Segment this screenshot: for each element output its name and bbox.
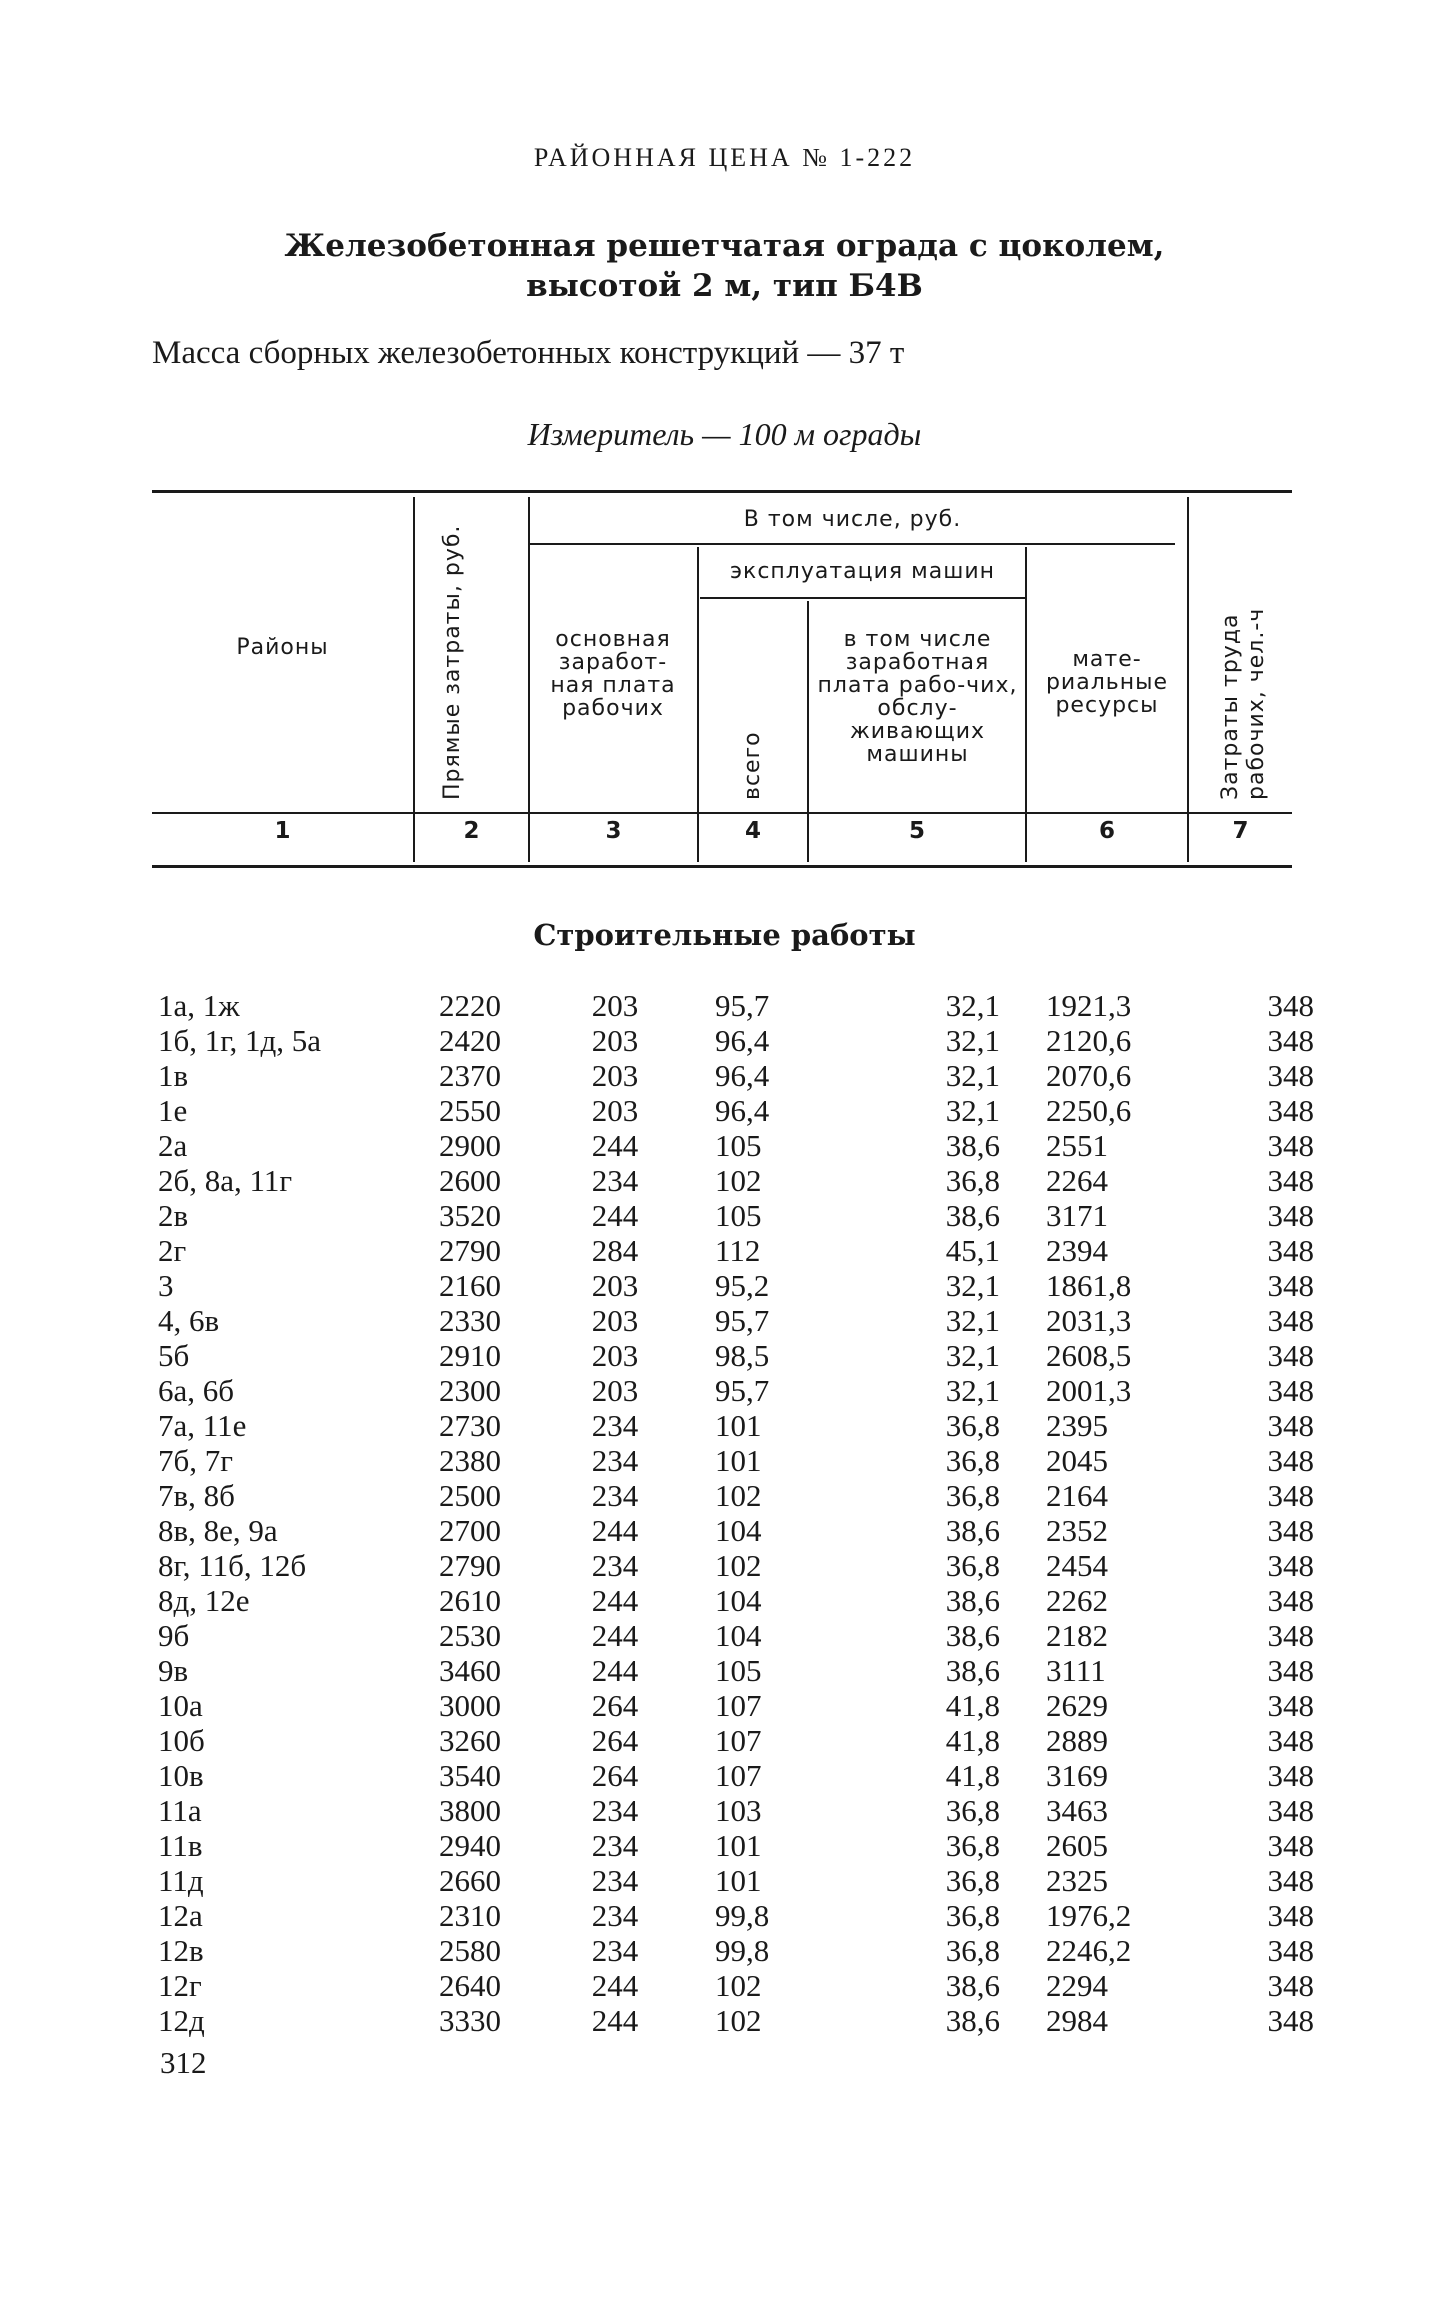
cell-base-wage: 203 <box>591 1058 639 1093</box>
column-number-4: 4 <box>744 818 761 844</box>
table-row <box>0 1443 1449 1478</box>
cell-labor: 348 <box>1267 1968 1314 2003</box>
cell-region: 10в <box>158 1758 204 1793</box>
cell-materials: 3111 <box>1046 1653 1106 1688</box>
cell-base-wage: 264 <box>591 1688 639 1723</box>
cell-machine-wage: 38,6 <box>945 1198 1000 1233</box>
cell-direct-costs: 2550 <box>439 1093 501 1128</box>
cell-base-wage: 244 <box>591 1583 639 1618</box>
header-total: всего <box>740 731 765 800</box>
column-number-3: 3 <box>605 818 622 844</box>
table-row <box>0 1338 1449 1373</box>
cell-base-wage: 234 <box>591 1443 639 1478</box>
cell-labor: 348 <box>1267 1443 1314 1478</box>
cell-machine-total: 95,7 <box>715 1303 770 1338</box>
cell-region: 11в <box>158 1828 203 1863</box>
table-body <box>0 988 1449 2038</box>
table-row <box>0 1093 1449 1128</box>
header-direct-costs: Прямые затраты, руб. <box>440 524 465 800</box>
cell-machine-wage: 36,8 <box>945 1443 1000 1478</box>
header-including: В том числе, руб. <box>743 507 962 532</box>
header-bottom-rule <box>152 812 1292 814</box>
section-title: Строительные работы <box>533 918 916 952</box>
cell-machine-wage: 32,1 <box>945 988 1000 1023</box>
cell-materials: 2070,6 <box>1046 1058 1132 1093</box>
cell-materials: 3463 <box>1046 1793 1108 1828</box>
cell-machine-wage: 41,8 <box>945 1758 1000 1793</box>
cell-region: 2а <box>158 1128 188 1163</box>
cell-materials: 2045 <box>1046 1443 1108 1478</box>
cell-region: 8г, 11б, 12б <box>158 1548 307 1583</box>
cell-materials: 2250,6 <box>1046 1093 1132 1128</box>
cell-direct-costs: 3260 <box>439 1723 501 1758</box>
cell-machine-total: 102 <box>715 1478 762 1513</box>
table-row <box>0 1618 1449 1653</box>
cell-direct-costs: 2900 <box>439 1128 501 1163</box>
column-number-5: 5 <box>908 818 925 844</box>
cell-base-wage: 284 <box>591 1233 639 1268</box>
table-row <box>0 2003 1449 2038</box>
cell-base-wage: 234 <box>591 1863 639 1898</box>
cell-region: 11а <box>158 1793 202 1828</box>
cell-machine-total: 104 <box>715 1583 762 1618</box>
cell-machine-wage: 32,1 <box>945 1338 1000 1373</box>
cell-labor: 348 <box>1267 1373 1314 1408</box>
column-number-1: 1 <box>274 818 291 844</box>
table-row <box>0 1128 1449 1163</box>
cell-labor: 348 <box>1267 1058 1314 1093</box>
cell-materials: 2001,3 <box>1046 1373 1132 1408</box>
cell-region: 3 <box>158 1268 174 1303</box>
cell-machine-total: 96,4 <box>715 1093 770 1128</box>
table-row <box>0 1268 1449 1303</box>
cell-machine-total: 103 <box>715 1793 762 1828</box>
cell-machine-wage: 36,8 <box>945 1863 1000 1898</box>
cell-labor: 348 <box>1267 1723 1314 1758</box>
cell-materials: 2031,3 <box>1046 1303 1132 1338</box>
cell-labor: 348 <box>1267 1548 1314 1583</box>
cell-labor: 348 <box>1267 1898 1314 1933</box>
cell-base-wage: 234 <box>591 1408 639 1443</box>
cell-materials: 2352 <box>1046 1513 1108 1548</box>
cell-region: 10б <box>158 1723 205 1758</box>
table-row <box>0 1828 1449 1863</box>
cell-direct-costs: 2580 <box>439 1933 501 1968</box>
cell-region: 12в <box>158 1933 204 1968</box>
cell-machine-wage: 36,8 <box>945 1408 1000 1443</box>
cell-machine-wage: 32,1 <box>945 1093 1000 1128</box>
cell-labor: 348 <box>1267 1023 1314 1058</box>
cell-machine-total: 102 <box>715 1163 762 1198</box>
cell-direct-costs: 2530 <box>439 1618 501 1653</box>
cell-machine-wage: 38,6 <box>945 1513 1000 1548</box>
cell-machine-wage: 41,8 <box>945 1723 1000 1758</box>
cell-materials: 2551 <box>1046 1128 1108 1163</box>
cell-region: 8в, 8е, 9а <box>158 1513 278 1548</box>
cell-machine-total: 98,5 <box>715 1338 770 1373</box>
table-row <box>0 1373 1449 1408</box>
cell-machine-total: 105 <box>715 1128 762 1163</box>
col-divider-5 <box>1025 547 1027 862</box>
cell-machine-wage: 36,8 <box>945 1933 1000 1968</box>
cell-region: 12г <box>158 1968 202 2003</box>
cell-region: 1б, 1г, 1д, 5а <box>158 1023 322 1058</box>
header-materials: мате-риальные ресурсы <box>1045 647 1169 718</box>
header-labor: Затраты труда рабочих, чел.-ч <box>1218 607 1269 800</box>
cell-labor: 348 <box>1267 1933 1314 1968</box>
cell-direct-costs: 3520 <box>439 1198 501 1233</box>
table-row <box>0 1933 1449 1968</box>
cell-machine-total: 101 <box>715 1863 762 1898</box>
cell-direct-costs: 3540 <box>439 1758 501 1793</box>
cell-labor: 348 <box>1267 1513 1314 1548</box>
cell-base-wage: 234 <box>591 1828 639 1863</box>
cell-machine-total: 95,7 <box>715 988 770 1023</box>
table-row <box>0 1968 1449 2003</box>
cell-direct-costs: 2300 <box>439 1373 501 1408</box>
table-top-rule <box>152 490 1292 493</box>
cell-machine-wage: 38,6 <box>945 1128 1000 1163</box>
table-row <box>0 1023 1449 1058</box>
cell-base-wage: 244 <box>591 1653 639 1688</box>
cell-machine-wage: 38,6 <box>945 1968 1000 2003</box>
cell-base-wage: 234 <box>591 1163 639 1198</box>
table-row <box>0 1723 1449 1758</box>
cell-machine-wage: 32,1 <box>945 1373 1000 1408</box>
cell-base-wage: 203 <box>591 1303 639 1338</box>
col-divider-2 <box>528 497 530 862</box>
page-number: 312 <box>160 2045 207 2080</box>
cell-labor: 348 <box>1267 1758 1314 1793</box>
col-divider-1 <box>413 497 415 862</box>
cell-labor: 348 <box>1267 1828 1314 1863</box>
cell-region: 7в, 8б <box>158 1478 235 1513</box>
cell-base-wage: 244 <box>591 1618 639 1653</box>
header-machine-operation: эксплуатация машин <box>729 559 996 584</box>
mass-line: Масса сборных железобетонных конструкций — 37 т <box>152 335 905 371</box>
cell-region: 6а, 6б <box>158 1373 235 1408</box>
cell-base-wage: 234 <box>591 1898 639 1933</box>
cell-direct-costs: 2910 <box>439 1338 501 1373</box>
col-divider-6 <box>1187 497 1189 862</box>
cell-labor: 348 <box>1267 1408 1314 1443</box>
cell-base-wage: 234 <box>591 1933 639 1968</box>
cell-machine-wage: 38,6 <box>945 1618 1000 1653</box>
cell-machine-total: 105 <box>715 1198 762 1233</box>
table-header-bottom-rule <box>152 865 1292 868</box>
cell-direct-costs: 2940 <box>439 1828 501 1863</box>
cell-region: 1е <box>158 1093 188 1128</box>
cell-region: 4, 6в <box>158 1303 220 1338</box>
cell-base-wage: 203 <box>591 1093 639 1128</box>
header-regions: Районы <box>236 635 329 660</box>
cell-machine-wage: 32,1 <box>945 1268 1000 1303</box>
cell-direct-costs: 3800 <box>439 1793 501 1828</box>
cell-direct-costs: 2220 <box>439 988 501 1023</box>
cell-machine-total: 102 <box>715 1968 762 2003</box>
cell-direct-costs: 2160 <box>439 1268 501 1303</box>
cell-machine-total: 102 <box>715 2003 762 2038</box>
table-row <box>0 1408 1449 1443</box>
cell-labor: 348 <box>1267 1303 1314 1338</box>
cell-materials: 2394 <box>1046 1233 1108 1268</box>
cell-materials: 2164 <box>1046 1478 1108 1513</box>
table-row <box>0 1198 1449 1233</box>
cell-base-wage: 203 <box>591 1338 639 1373</box>
table-row <box>0 1758 1449 1793</box>
cell-labor: 348 <box>1267 1793 1314 1828</box>
table-row <box>0 1233 1449 1268</box>
table-row <box>0 1583 1449 1618</box>
cell-direct-costs: 2610 <box>439 1583 501 1618</box>
cell-region: 9б <box>158 1618 190 1653</box>
col-divider-3 <box>697 547 699 862</box>
cell-labor: 348 <box>1267 1618 1314 1653</box>
cell-labor: 348 <box>1267 2003 1314 2038</box>
unit-line: Измеритель — 100 м ограды <box>527 416 922 452</box>
cell-direct-costs: 3330 <box>439 2003 501 2038</box>
cell-base-wage: 244 <box>591 1198 639 1233</box>
cell-machine-wage: 32,1 <box>945 1058 1000 1093</box>
page-title <box>0 226 1449 306</box>
cell-machine-total: 99,8 <box>715 1898 770 1933</box>
column-number-7: 7 <box>1232 818 1249 844</box>
including-rule <box>530 543 1175 545</box>
table-row <box>0 1513 1449 1548</box>
cell-machine-wage: 41,8 <box>945 1688 1000 1723</box>
cell-machine-wage: 36,8 <box>945 1548 1000 1583</box>
cell-materials: 1861,8 <box>1046 1268 1132 1303</box>
cell-machine-total: 107 <box>715 1723 762 1758</box>
cell-materials: 3171 <box>1046 1198 1108 1233</box>
cell-direct-costs: 2500 <box>439 1478 501 1513</box>
cell-materials: 2264 <box>1046 1163 1108 1198</box>
cell-region: 2б, 8а, 11г <box>158 1163 293 1198</box>
page-header: РАЙОННАЯ ЦЕНА № 1-222 <box>533 143 916 172</box>
cell-materials: 2120,6 <box>1046 1023 1132 1058</box>
cell-direct-costs: 2640 <box>439 1968 501 2003</box>
table-row <box>0 1898 1449 1933</box>
cell-base-wage: 264 <box>591 1723 639 1758</box>
cell-machine-total: 107 <box>715 1758 762 1793</box>
cell-direct-costs: 2380 <box>439 1443 501 1478</box>
cell-region: 1а, 1ж <box>158 988 240 1023</box>
cell-labor: 348 <box>1267 1653 1314 1688</box>
header-base-wage: основная заработ-ная плата рабочих <box>550 627 676 721</box>
cell-base-wage: 244 <box>591 1968 639 2003</box>
cell-labor: 348 <box>1267 1268 1314 1303</box>
cell-region: 5б <box>158 1338 190 1373</box>
cell-direct-costs: 2370 <box>439 1058 501 1093</box>
cell-direct-costs: 2700 <box>439 1513 501 1548</box>
table-row <box>0 1478 1449 1513</box>
cell-machine-total: 102 <box>715 1548 762 1583</box>
cell-machine-wage: 36,8 <box>945 1898 1000 1933</box>
cell-direct-costs: 2310 <box>439 1898 501 1933</box>
cell-base-wage: 234 <box>591 1548 639 1583</box>
cell-machine-total: 104 <box>715 1513 762 1548</box>
cell-region: 1в <box>158 1058 189 1093</box>
cell-materials: 2294 <box>1046 1968 1108 2003</box>
cell-base-wage: 203 <box>591 1268 639 1303</box>
column-number-2: 2 <box>463 818 480 844</box>
cell-base-wage: 234 <box>591 1793 639 1828</box>
cell-labor: 348 <box>1267 1688 1314 1723</box>
cell-base-wage: 203 <box>591 1373 639 1408</box>
table-row <box>0 1793 1449 1828</box>
cell-machine-total: 107 <box>715 1688 762 1723</box>
cell-materials: 2454 <box>1046 1548 1108 1583</box>
cell-materials: 2182 <box>1046 1618 1108 1653</box>
machines-rule <box>700 597 1025 599</box>
cell-materials: 3169 <box>1046 1758 1108 1793</box>
cell-machine-total: 101 <box>715 1443 762 1478</box>
cell-labor: 348 <box>1267 1093 1314 1128</box>
cell-base-wage: 244 <box>591 2003 639 2038</box>
cell-region: 7б, 7г <box>158 1443 233 1478</box>
cell-machine-total: 112 <box>715 1233 761 1268</box>
cell-materials: 2246,2 <box>1046 1933 1132 1968</box>
cell-base-wage: 244 <box>591 1513 639 1548</box>
cell-base-wage: 203 <box>591 1023 639 1058</box>
cell-materials: 2608,5 <box>1046 1338 1132 1373</box>
cell-labor: 348 <box>1267 1233 1314 1268</box>
cell-region: 11д <box>158 1863 204 1898</box>
cell-region: 10а <box>158 1688 203 1723</box>
cell-machine-wage: 38,6 <box>945 1653 1000 1688</box>
title-line-2: высотой 2 м, тип Б4В <box>526 268 923 304</box>
cell-base-wage: 264 <box>591 1758 639 1793</box>
table-row <box>0 1688 1449 1723</box>
cell-direct-costs: 2660 <box>439 1863 501 1898</box>
cell-base-wage: 244 <box>591 1128 639 1163</box>
cell-labor: 348 <box>1267 1163 1314 1198</box>
cell-materials: 2262 <box>1046 1583 1108 1618</box>
cell-labor: 348 <box>1267 1128 1314 1163</box>
cell-materials: 1976,2 <box>1046 1898 1132 1933</box>
cell-machine-wage: 36,8 <box>945 1828 1000 1863</box>
cell-region: 9в <box>158 1653 189 1688</box>
cell-machine-wage: 32,1 <box>945 1303 1000 1338</box>
table-row <box>0 1163 1449 1198</box>
cell-machine-total: 101 <box>715 1408 762 1443</box>
cell-machine-wage: 45,1 <box>945 1233 1000 1268</box>
cell-direct-costs: 3000 <box>439 1688 501 1723</box>
table-row <box>0 988 1449 1023</box>
table-row <box>0 1548 1449 1583</box>
cell-machine-wage: 36,8 <box>945 1478 1000 1513</box>
cell-machine-wage: 36,8 <box>945 1163 1000 1198</box>
cell-machine-total: 96,4 <box>715 1023 770 1058</box>
cell-machine-total: 105 <box>715 1653 762 1688</box>
cell-machine-total: 101 <box>715 1828 762 1863</box>
cell-machine-total: 99,8 <box>715 1933 770 1968</box>
cell-region: 12а <box>158 1898 203 1933</box>
cell-direct-costs: 2600 <box>439 1163 501 1198</box>
cell-labor: 348 <box>1267 1198 1314 1233</box>
column-number-6: 6 <box>1098 818 1115 844</box>
cell-direct-costs: 2420 <box>439 1023 501 1058</box>
cell-region: 7а, 11е <box>158 1408 247 1443</box>
cell-machine-total: 95,2 <box>715 1268 770 1303</box>
cell-region: 2г <box>158 1233 187 1268</box>
cell-materials: 2325 <box>1046 1863 1108 1898</box>
cell-materials: 1921,3 <box>1046 988 1132 1023</box>
cell-direct-costs: 2730 <box>439 1408 501 1443</box>
cell-direct-costs: 2790 <box>439 1233 501 1268</box>
table-row <box>0 1863 1449 1898</box>
cell-machine-wage: 32,1 <box>945 1023 1000 1058</box>
cell-labor: 348 <box>1267 1863 1314 1898</box>
table-row <box>0 1303 1449 1338</box>
cell-base-wage: 203 <box>591 988 639 1023</box>
cell-materials: 2889 <box>1046 1723 1108 1758</box>
cell-region: 12д <box>158 2003 205 2038</box>
cell-direct-costs: 2330 <box>439 1303 501 1338</box>
cell-materials: 2629 <box>1046 1688 1108 1723</box>
header-machine-wage: в том числе заработная плата рабо-чих, обслу-живающих машины <box>817 627 1018 767</box>
table-row <box>0 1653 1449 1688</box>
cell-base-wage: 234 <box>591 1478 639 1513</box>
cell-direct-costs: 2790 <box>439 1548 501 1583</box>
cell-machine-total: 96,4 <box>715 1058 770 1093</box>
cell-machine-wage: 36,8 <box>945 1793 1000 1828</box>
cell-machine-total: 104 <box>715 1618 762 1653</box>
cell-direct-costs: 3460 <box>439 1653 501 1688</box>
cell-machine-wage: 38,6 <box>945 2003 1000 2038</box>
cell-labor: 348 <box>1267 1478 1314 1513</box>
cell-region: 2в <box>158 1198 189 1233</box>
title-line-1: Железобетонная решетчатая ограда с цоколем, <box>284 228 1165 264</box>
cell-machine-wage: 38,6 <box>945 1583 1000 1618</box>
cell-labor: 348 <box>1267 1338 1314 1373</box>
cell-materials: 2605 <box>1046 1828 1108 1863</box>
table-row <box>0 1058 1449 1093</box>
cell-labor: 348 <box>1267 1583 1314 1618</box>
cell-materials: 2395 <box>1046 1408 1108 1443</box>
cell-region: 8д, 12е <box>158 1583 250 1618</box>
cell-materials: 2984 <box>1046 2003 1108 2038</box>
cell-labor: 348 <box>1267 988 1314 1023</box>
cell-machine-total: 95,7 <box>715 1373 770 1408</box>
